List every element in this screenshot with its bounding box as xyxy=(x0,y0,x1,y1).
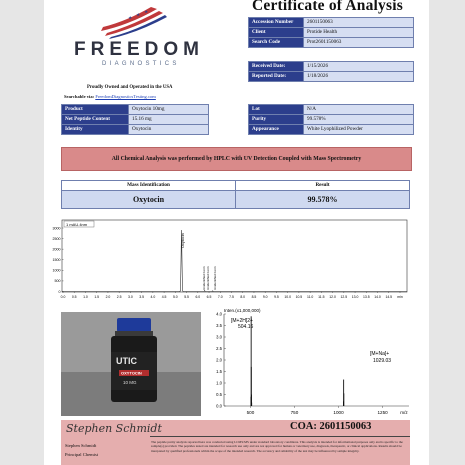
table-row xyxy=(249,28,414,38)
hplc-x-axis xyxy=(58,289,403,300)
hplc-x-tick: 2.0 xyxy=(105,295,111,299)
hplc-y-tick: 2000 xyxy=(52,247,61,252)
logo-subtext: DIAGNOSTICS xyxy=(102,61,180,67)
minor-peak-label: Unidentified Form xyxy=(202,266,206,290)
hplc-y-tick: 500 xyxy=(54,279,61,284)
search-code-value: Prot2601150063 xyxy=(304,38,414,48)
hplc-x-tick: 11.0 xyxy=(306,295,314,299)
table-row xyxy=(62,125,209,135)
product-table xyxy=(61,104,209,135)
hplc-x-tick: 14.5 xyxy=(385,295,393,299)
vial-name: OXYTOCIN xyxy=(121,370,142,376)
ms-x-axis xyxy=(247,406,409,415)
hplc-x-tick: 5.5 xyxy=(184,295,189,299)
ms-x-tick: 1250 xyxy=(377,410,388,415)
ms-x-tick: 1000 xyxy=(333,410,344,415)
appearance-key: Appearance xyxy=(249,125,304,135)
flag-logo-icon xyxy=(99,5,169,39)
ms-y-tick: 4.0 xyxy=(216,311,222,317)
table-row xyxy=(249,18,414,28)
hplc-x-tick: 8.0 xyxy=(240,295,246,299)
signer-name: Stephen Schmidt xyxy=(65,443,97,448)
hplc-x-tick: 6.5 xyxy=(206,295,212,299)
client-key: Client xyxy=(249,28,304,38)
ms-x-tick: m/z xyxy=(400,410,408,415)
results-table xyxy=(61,180,410,209)
hplc-x-tick: 12.5 xyxy=(340,295,348,299)
table-row xyxy=(249,72,414,82)
signer-block xyxy=(65,441,98,459)
vial-cap xyxy=(117,318,151,332)
net-peptide-value: 15.16 mg xyxy=(129,115,209,125)
hplc-x-tick: 13.5 xyxy=(362,295,370,299)
accession-table xyxy=(248,17,414,48)
hplc-y-tick: 3000 xyxy=(52,226,61,231)
purity-value: 99.578% xyxy=(304,115,414,125)
method-banner: All Chemical Analysis was performed by HPLC with UV Detection Coupled with Mass Spectrometry xyxy=(61,147,412,171)
hplc-x-tick: 6.0 xyxy=(195,295,201,299)
hplc-chromatogram xyxy=(44,218,414,306)
ms-peaks xyxy=(251,316,344,406)
hplc-x-tick: 3.0 xyxy=(128,295,133,299)
vial-brand: UTIC xyxy=(116,356,137,366)
hplc-x-tick: 4.0 xyxy=(150,295,156,299)
hplc-x-tick: min xyxy=(397,295,403,299)
result-value: 99.578% xyxy=(236,191,410,209)
table-row xyxy=(62,181,410,191)
accession-value: 2601150063 xyxy=(304,18,414,28)
signature: Stephen Schmidt xyxy=(66,422,162,435)
searchable-label: Searchable via: xyxy=(64,94,95,99)
vial-dose: 10 MG xyxy=(123,380,137,385)
reported-date-key: Reported Date: xyxy=(249,72,304,82)
lot-table xyxy=(248,104,414,135)
hplc-x-tick: 7.5 xyxy=(229,295,234,299)
hplc-y-tick: 1000 xyxy=(52,268,61,273)
searchable-link[interactable]: FreedomDiagnosticsTesting.com xyxy=(95,94,156,99)
hplc-frame xyxy=(62,220,407,292)
hplc-x-tick: 11.5 xyxy=(318,295,325,299)
hplc-y-tick: 0 xyxy=(58,289,61,294)
peak-label-oxytocin: Oxytocin xyxy=(181,233,185,248)
vial-photo xyxy=(61,312,201,416)
ms-y-tick: 3.0 xyxy=(216,334,222,340)
client-value: Protide Health xyxy=(304,28,414,38)
hplc-x-tick: 12.0 xyxy=(329,295,336,299)
table-row xyxy=(249,115,414,125)
hplc-x-tick: 14.0 xyxy=(374,295,381,299)
hplc-x-tick: 7.0 xyxy=(217,295,223,299)
annotation-mna: [M+Na]+ xyxy=(370,351,390,357)
disclaimer: The peptide purity analysis reported here was conducted using LCMS/MS under standard laboratory conditions. This analysis is intended for informational purposes only and is specific to the sample(s) provided. The peptides tested are intended for research use only and are not approved for human or veterinary use, diagnosis, therapeutic, or clinical applications. Results should be interpreted by qualified professionals within the scope of the intended research. The accuracy and reliability of the test may be influenced by sample integrity. xyxy=(151,440,403,453)
received-date-value: 1/15/2026 xyxy=(304,62,414,72)
hplc-x-tick: 10.5 xyxy=(295,295,303,299)
result-header: Result xyxy=(236,181,410,191)
mass-identification-header: Mass Identification xyxy=(62,181,236,191)
hplc-legend: 1 mAU.4nm xyxy=(66,221,88,227)
hplc-x-tick: 5.0 xyxy=(172,295,178,299)
footer-divider xyxy=(150,436,410,437)
identification-value: Oxytocin xyxy=(62,191,236,209)
table-row xyxy=(249,62,414,72)
ms-y-tick: 1.5 xyxy=(216,369,222,374)
identity-value: Oxytocin xyxy=(129,125,209,135)
ms-x-tick: 500 xyxy=(246,410,255,415)
table-row xyxy=(62,105,209,115)
ms-x-tick: 750 xyxy=(290,410,299,415)
logo-wordmark: FREEDOM xyxy=(74,39,204,60)
hplc-x-tick: 4.5 xyxy=(161,295,167,299)
ms-ylabel: Inten.(x1,000,000) xyxy=(224,308,261,313)
accession-key: Accession Number xyxy=(249,18,304,28)
appearance-value: White Lyophilized Powder xyxy=(304,125,414,135)
annotation-m2h: [M+2H]2+ xyxy=(231,318,253,324)
purity-key: Purity xyxy=(249,115,304,125)
received-date-key: Received Date: xyxy=(249,62,304,72)
hplc-x-tick: 1.5 xyxy=(94,295,100,299)
lot-key: Lot xyxy=(249,105,304,115)
ms-y-tick: 2.5 xyxy=(216,346,222,351)
table-row xyxy=(249,105,414,115)
hplc-y-tick: 1500 xyxy=(52,258,61,263)
hplc-x-tick: 0.5 xyxy=(71,295,77,299)
coa-number: COA: 2601150063 xyxy=(290,421,372,432)
certificate-page xyxy=(44,0,429,465)
left-margin xyxy=(0,0,44,465)
hplc-x-tick: 8.5 xyxy=(251,295,257,299)
table-row xyxy=(249,38,414,48)
vial-icon xyxy=(61,312,201,416)
ms-y-tick: 2.0 xyxy=(216,357,222,363)
net-peptide-key: Net Peptide Content xyxy=(62,115,129,125)
dates-table xyxy=(248,61,414,82)
mass-spectrum xyxy=(204,306,414,420)
reported-date-value: 1/18/2026 xyxy=(304,72,414,82)
ms-y-tick: 1.0 xyxy=(216,380,222,386)
minor-peak-label: Unidentified Form xyxy=(213,266,217,290)
table-row xyxy=(249,125,414,135)
hplc-y-tick: 2500 xyxy=(52,236,61,241)
product-value: Oxytocin 10mg xyxy=(129,105,209,115)
hplc-x-tick: 9.5 xyxy=(274,295,279,299)
hplc-x-tick: 10.0 xyxy=(284,295,291,299)
hplc-x-tick: 1.0 xyxy=(83,295,88,299)
tagline: Proudly Owned and Operated in the USA xyxy=(87,85,173,90)
right-margin xyxy=(429,0,465,465)
hplc-x-tick: 13.0 xyxy=(351,295,359,299)
ms-y-axis xyxy=(216,312,226,409)
hplc-x-tick: 3.5 xyxy=(139,295,144,299)
table-row xyxy=(62,191,410,209)
hplc-x-tick: 2.5 xyxy=(116,295,122,299)
minor-peak-label: Unidentified Form xyxy=(206,266,210,290)
search-code-key: Search Code xyxy=(249,38,304,48)
hplc-x-tick: 0.0 xyxy=(60,295,66,299)
searchable-line xyxy=(64,94,156,99)
page-title: Certificate of Analysis xyxy=(252,0,403,14)
table-row xyxy=(62,115,209,125)
ms-y-tick: 0.0 xyxy=(216,403,222,409)
ms-y-tick: 0.5 xyxy=(216,392,222,397)
ms-y-tick: 3.5 xyxy=(216,323,222,328)
signer-title: Principal Chemist xyxy=(65,452,99,457)
annotation-m2h-value: 504.16 xyxy=(238,324,254,330)
lot-value: N/A xyxy=(304,105,414,115)
annotation-mna-value: 1029.03 xyxy=(373,358,392,364)
hplc-x-tick: 9.0 xyxy=(262,295,268,299)
identity-key: Identity xyxy=(62,125,129,135)
product-key: Product xyxy=(62,105,129,115)
